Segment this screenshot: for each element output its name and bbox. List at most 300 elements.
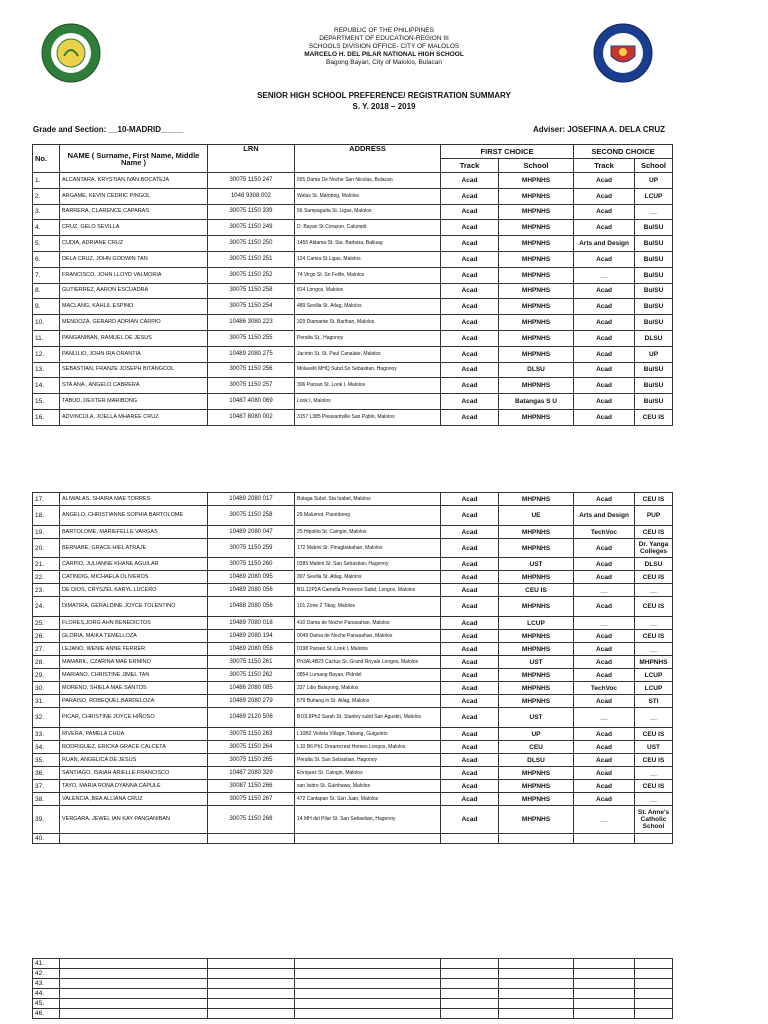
student-lrn: 10487 8080 002 [208,409,295,425]
empty-cell [574,959,635,969]
first-school: Batangas S U [499,394,574,410]
second-school: BulSU [635,251,673,267]
empty-cell [60,959,208,969]
empty-cell [635,999,673,1009]
row-number: 44. [33,989,60,999]
second-track: Acad [574,409,635,425]
first-school: MHPNHS [499,571,574,584]
second-track: Acad [574,643,635,656]
empty-cell [208,959,295,969]
row-number: 39. [33,806,60,834]
first-school: MHPNHS [499,283,574,299]
row-number: 45. [33,999,60,1009]
col-school: School [499,159,574,173]
col-track: Track [574,159,635,173]
empty-cell [60,969,208,979]
student-address: 306 Parsan St. Look I, Malolos [295,378,441,394]
student-name: PANLILIO, JOHN IRA ORANTIA [60,346,208,362]
table-row [33,330,673,346]
first-track: Acad [441,571,499,584]
first-track: Acad [441,346,499,362]
student-name: RODRIGUEZ, ERICKA GRACE CALCETA [60,741,208,754]
second-track: Acad [574,299,635,315]
empty-cell [574,989,635,999]
table-row [33,346,673,362]
empty-cell [208,969,295,979]
first-school: UST [499,708,574,728]
row-number: 6. [33,251,60,267]
student-lrn: 30075 1150 259 [208,539,295,558]
document-header [0,27,768,67]
empty-cell [441,999,499,1009]
second-school: BulSU [635,362,673,378]
first-track: Acad [441,173,499,189]
second-school: LCUP [635,682,673,695]
second-track: TechVoc [574,526,635,539]
student-address: D. Bayan St.Corazon, Calumpit [295,220,441,236]
student-lrn: 30075 1150 254 [208,299,295,315]
row-number: 36. [33,767,60,780]
first-track: Acad [441,188,499,204]
table-row [33,315,673,331]
empty-cell [295,979,441,989]
student-address: 489 Sevilla St. Atlag, Malolos [295,299,441,315]
row-number: 9. [33,299,60,315]
second-track: __ [574,584,635,597]
table-row [33,643,673,656]
student-lrn: 30075 1150 263 [208,728,295,741]
table-row [33,682,673,695]
row-number: 26. [33,630,60,643]
second-school: STI [635,695,673,708]
table-row [33,793,673,806]
student-address: 814 Longos, Malolos [295,283,441,299]
empty-cell [574,969,635,979]
student-name: ARGAME, KEVIN CEDRIC PINGOL [60,188,208,204]
second-track: Acad [574,493,635,506]
first-school: MHPNHS [499,630,574,643]
student-address: 25 Hipolito St. Caingin, Malolos [295,526,441,539]
table-row [33,362,673,378]
second-track: __ [574,708,635,728]
student-lrn: 10489 2080 017 [208,493,295,506]
row-number: 33. [33,728,60,741]
empty-cell [60,989,208,999]
table-row [33,780,673,793]
table-row [33,767,673,780]
first-track: Acad [441,204,499,220]
table-row [33,969,673,979]
student-name: FLORES,JORG AHN BENEDICTOS [60,617,208,630]
table-row [33,1009,673,1019]
second-track: Acad [574,669,635,682]
row-number: 20. [33,539,60,558]
student-address: 579 Buhang in St. Atlag, Malolos [295,695,441,708]
second-track: Acad [574,793,635,806]
first-track [441,834,499,844]
first-track: Acad [441,806,499,834]
row-number: 42. [33,969,60,979]
empty-cell [635,959,673,969]
second-school: BulSU [635,315,673,331]
student-name: STA ANA , ANGELO CABRERA [60,378,208,394]
empty-cell [295,959,441,969]
second-school: __ [635,767,673,780]
student-lrn: 30075 1150 258 [208,283,295,299]
row-number: 35. [33,754,60,767]
student-address: Look I, Malolos [295,394,441,410]
second-school: __ [635,204,673,220]
second-school: BulSU [635,299,673,315]
first-school: MHPNHS [499,493,574,506]
student-lrn: 10487 4080 069 [208,394,295,410]
student-name: PARAISO, ROBEQUEL BARDELOZA [60,695,208,708]
first-track: Acad [441,597,499,617]
student-lrn: 1048 9308 002 [208,188,295,204]
table-row [33,728,673,741]
second-school: UP [635,173,673,189]
first-track: Acad [441,617,499,630]
second-school: __ [635,643,673,656]
student-address: 0049 Dama de Noche Panasahan, Malolos [295,630,441,643]
student-name: GUTIERREZ, AARON ESCUADRA [60,283,208,299]
table-row [33,834,673,844]
empty-cell [295,969,441,979]
adviser-label: Adviser: [533,125,566,134]
student-name: ANGELO, CHRISTIANNE SOPHIA BARTOLOME [60,506,208,526]
second-track: Acad [574,630,635,643]
second-track: Acad [574,780,635,793]
student-lrn: 30087 1150 266 [208,780,295,793]
empty-cell [208,979,295,989]
student-address: Walas St. Mambog, Malolos [295,188,441,204]
second-school: UST [635,741,673,754]
second-school: BulSU [635,378,673,394]
first-school: UP [499,728,574,741]
second-school: PUP [635,506,673,526]
table-row [33,656,673,669]
student-address: 0198 Parsan St. Look I, Malolos [295,643,441,656]
first-track: Acad [441,315,499,331]
first-track: Acad [441,741,499,754]
second-track: Acad [574,315,635,331]
student-name: BERNABE, GRACE HIEL ATRAJE [60,539,208,558]
table-row [33,979,673,989]
first-school: UST [499,558,574,571]
first-track: Acad [441,526,499,539]
first-school: MHPNHS [499,220,574,236]
first-track: Acad [441,539,499,558]
header-line: DEPARTMENT OF EDUCATION-REGION III [319,35,449,42]
student-name: BARRERA, CLARENCE CAPARAS [60,204,208,220]
student-lrn: 10486 3080 223 [208,315,295,331]
student-name: MACLANG, KAHLIL ESPINO [60,299,208,315]
second-track: Acad [574,283,635,299]
student-address: Jacinto St. St. Paul Canalate, Malolos [295,346,441,362]
first-track: Acad [441,643,499,656]
first-track: Acad [441,220,499,236]
first-school: MHPNHS [499,409,574,425]
registration-table-3 [32,958,673,1019]
first-school: MHPNHS [499,330,574,346]
student-name: PANGANIBAN, RAMUEL DE JESUS [60,330,208,346]
empty-cell [499,1009,574,1019]
col-first-choice: FIRST CHOICE [441,145,574,159]
row-number: 8. [33,283,60,299]
second-school: LCUP [635,188,673,204]
table-row [33,597,673,617]
student-lrn: 30075 1150 260 [208,558,295,571]
student-address: B10L8Ph2 Sarah St. Stanley subd San Agustin, Malolos [295,708,441,728]
first-school: MHPNHS [499,346,574,362]
first-school: MHPNHS [499,526,574,539]
second-track: Acad [574,330,635,346]
student-address: 337 Libo Balayong, Malolos [295,682,441,695]
second-track: Acad [574,362,635,378]
first-school: DLSU [499,362,574,378]
first-track: Acad [441,409,499,425]
row-number: 10. [33,315,60,331]
second-track [574,834,635,844]
empty-cell [295,989,441,999]
student-lrn: 10489 2080 056 [208,584,295,597]
second-track: TechVoc [574,682,635,695]
second-track: Acad [574,767,635,780]
student-name [60,834,208,844]
student-address: L10 B6 Ph1 Dreamcrest Homes Longos, Malolos [295,741,441,754]
second-track: Acad [574,220,635,236]
first-school: MHPNHS [499,643,574,656]
row-number: 32. [33,708,60,728]
first-track: Acad [441,584,499,597]
row-number: 19. [33,526,60,539]
student-address: 1455 Aldama St. Sta. Barbara, Baliuag [295,236,441,252]
second-school: BulSU [635,220,673,236]
table-row [33,204,673,220]
first-track: Acad [441,695,499,708]
second-school: Dr. Yanga Colleges [635,539,673,558]
second-track: Arts and Design [574,236,635,252]
second-track: __ [574,267,635,283]
row-number: 4. [33,220,60,236]
col-lrn: LRN [208,145,295,173]
second-track: Acad [574,695,635,708]
student-address: L10B2 Violeta Village, Tabang, Guiguinto [295,728,441,741]
school-year: S. Y. 2018 – 2019 [352,102,416,111]
empty-cell [208,989,295,999]
student-name: RUAN, ANGELICA DE JESUS [60,754,208,767]
table-row [33,630,673,643]
row-number: 28. [33,656,60,669]
second-school: CEU IS [635,526,673,539]
row-number: 5. [33,236,60,252]
first-track: Acad [441,656,499,669]
first-school: MHPNHS [499,539,574,558]
first-school: MHPNHS [499,251,574,267]
first-school: MHPNHS [499,695,574,708]
col-name: NAME ( Surname, First Name, Middle Name ) [60,145,208,173]
first-school: MHPNHS [499,378,574,394]
student-name: FRANCISCO, JOHN LLOYD VALMORIA [60,267,208,283]
row-number: 15. [33,394,60,410]
empty-cell [60,979,208,989]
table-row [33,526,673,539]
first-track: Acad [441,793,499,806]
table-row [33,220,673,236]
first-school: CEU IS [499,584,574,597]
student-address: Peralta St., Hagonoy [295,330,441,346]
table-row [33,506,673,526]
student-name: MARIANO, CHRISTINE JIMEL TAN [60,669,208,682]
row-number: 25. [33,617,60,630]
student-address: 329 Diamante St. Barihan, Malolos [295,315,441,331]
student-address: Peralta St. San Sebastian, Hagonoy [295,754,441,767]
student-name: SEBASTIAN, FRANZE JOSEPH BITANGCOL [60,362,208,378]
second-school: BulSU [635,236,673,252]
student-address: Molavelit MHQ Subd.Sn Sebastian, Hagonoy [295,362,441,378]
student-name: ADVINCULA, JOELLA MHAREE CRUZ [60,409,208,425]
row-number: 43. [33,979,60,989]
table-row [33,173,673,189]
first-school: MHPNHS [499,597,574,617]
empty-cell [499,959,574,969]
student-lrn: 10487 2080 329 [208,767,295,780]
empty-cell [635,979,673,989]
empty-cell [441,989,499,999]
student-address: 74 Virgo St. Sn Felife, Malolos [295,267,441,283]
empty-cell [441,1009,499,1019]
table-row [33,754,673,767]
first-track: Acad [441,267,499,283]
student-address: san Isidro St. Guinhawa, Malolos [295,780,441,793]
row-number: 37. [33,780,60,793]
row-number: 34. [33,741,60,754]
student-name: MORENO, SHIELA MAE SANTOS [60,682,208,695]
second-track: Acad [574,251,635,267]
student-name: MAMARIL, CZARINA MAE ERMINO [60,656,208,669]
student-address: 172 Mabini St. Pinagbakahan, Malolos [295,539,441,558]
empty-cell [60,999,208,1009]
second-track: Acad [574,346,635,362]
student-address: 101 Zone 2 Tikay, Malolos [295,597,441,617]
first-school: MHPNHS [499,806,574,834]
student-name: CRUZ, GELO SEVILLA [60,220,208,236]
second-school: St. Anne's Catholic School [635,806,673,834]
empty-cell [441,959,499,969]
table-row [33,584,673,597]
first-school: LCUP [499,617,574,630]
second-school: DLSU [635,330,673,346]
second-school: BulSU [635,267,673,283]
document-title [0,90,768,112]
first-school [499,834,574,844]
row-number: 1. [33,173,60,189]
row-number: 2. [33,188,60,204]
first-school: MHPNHS [499,780,574,793]
second-school: CEU IS [635,754,673,767]
table-row [33,617,673,630]
first-track: Acad [441,299,499,315]
col-address: ADDRESS [295,145,441,173]
student-name: VERGARA, JEWEL IAN KAY PANGANIBAN [60,806,208,834]
first-track: Acad [441,330,499,346]
student-name: TABUD, DEXTER MARIBONG [60,394,208,410]
table-row [33,251,673,267]
first-track: Acad [441,558,499,571]
first-school: MHPNHS [499,315,574,331]
first-track: Acad [441,669,499,682]
first-school: UST [499,656,574,669]
second-school: UP [635,346,673,362]
grade-section [33,125,183,134]
empty-cell [574,999,635,1009]
student-name: VALENCIA ,BEA ALLIANA CRUZ [60,793,208,806]
row-number: 7. [33,267,60,283]
student-lrn: 30075 1150 264 [208,741,295,754]
student-name: PICAR, CHRISTINE JOYCE HIÑOSO [60,708,208,728]
second-track: Acad [574,728,635,741]
second-school: CEU IS [635,728,673,741]
first-school: MHPNHS [499,299,574,315]
first-school: MHPNHS [499,682,574,695]
grade-value: __10-MADRID_____ [108,125,184,134]
student-lrn: 30075 1150 250 [208,236,295,252]
second-school: __ [635,584,673,597]
second-track: Acad [574,741,635,754]
student-name: DIMATIRA, GERALDINE JOYCE TOLENTINO [60,597,208,617]
student-lrn: 10489 2080 275 [208,346,295,362]
table-row [33,394,673,410]
row-number: 40. [33,834,60,844]
row-number: 41. [33,959,60,969]
table-row [33,959,673,969]
first-track: Acad [441,251,499,267]
student-lrn: 30075 1150 251 [208,251,295,267]
table-row [33,378,673,394]
first-track: Acad [441,362,499,378]
student-address: 14 MH del Pilar St. San Sebastian, Hagonoy [295,806,441,834]
student-address: B1L12P2A Camella Provence Subd. Longos, Malolos [295,584,441,597]
student-lrn: 10489 2080 194 [208,630,295,643]
student-lrn: 10486 2080 085 [208,682,295,695]
grade-label: Grade and Section: [33,125,107,134]
student-lrn: 30075 1150 258 [208,506,295,526]
table-row [33,989,673,999]
student-name: CATINDIG, MICHAELA OLIVEROS [60,571,208,584]
student-address: Balaga Subd. Sta Isabel, Malolos [295,493,441,506]
first-track: Acad [441,378,499,394]
second-track: Acad [574,188,635,204]
second-school: CEU IS [635,780,673,793]
row-number: 21. [33,558,60,571]
student-name: ALIWALAS, SHAIRA MAE TORRES [60,493,208,506]
student-lrn: 10488 2080 056 [208,597,295,617]
second-school: __ [635,708,673,728]
student-name: ALCANTARA, KRYSTIAN IVAN BOCATEJA [60,173,208,189]
empty-cell [635,989,673,999]
empty-cell [295,1009,441,1019]
empty-cell [574,1009,635,1019]
table-row [33,806,673,834]
second-track: Arts and Design [574,506,635,526]
student-address: 655 Dama De Noche San Nicolas, Bulacan [295,173,441,189]
student-address: Ph3AL4B23 Cactus St. Grand Royale Longos, Malolos [295,656,441,669]
empty-cell [208,999,295,1009]
empty-cell [635,969,673,979]
student-address: Enriquez St. Caingin, Malolos [295,767,441,780]
table-row [33,695,673,708]
student-address [295,834,441,844]
